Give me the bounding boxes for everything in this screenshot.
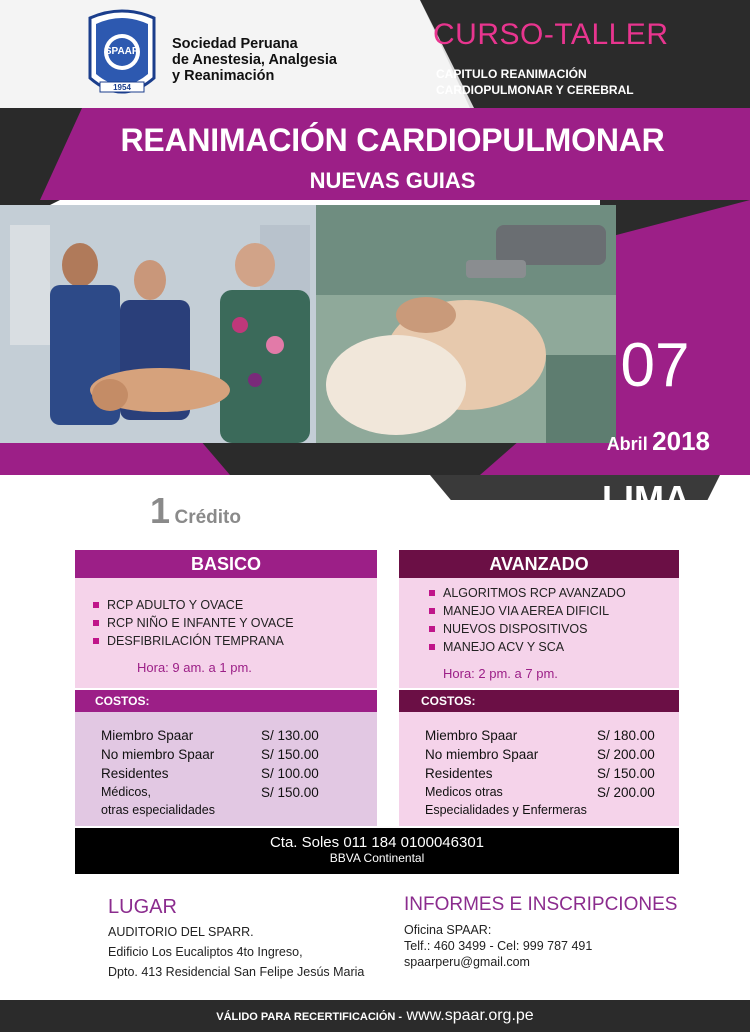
cpr-training-photo bbox=[0, 205, 316, 443]
lugar-address bbox=[108, 922, 364, 982]
basico-header: BASICO bbox=[75, 550, 377, 578]
list-item: ALGORITMOS RCP AVANZADO bbox=[429, 586, 626, 600]
cost-amount: S/ 130.00 bbox=[261, 728, 319, 743]
chapter-line2: CARDIOPULMONAR Y CEREBRAL bbox=[436, 83, 634, 97]
table-row bbox=[101, 783, 331, 802]
org-name-line3: y Reanimación bbox=[172, 68, 275, 84]
table-row bbox=[425, 783, 667, 802]
cost-label: Medicos otras bbox=[425, 785, 503, 799]
avanzado-costs-header: COSTOS: bbox=[399, 690, 679, 712]
cost-amount: S/ 150.00 bbox=[597, 766, 655, 781]
logo-year: 1954 bbox=[113, 83, 131, 92]
cost-note: Especialidades y Enfermeras bbox=[425, 803, 587, 817]
org-name-line1: Sociedad Peruana bbox=[172, 36, 298, 52]
cost-amount: S/ 200.00 bbox=[597, 747, 655, 762]
basico-costs bbox=[75, 712, 377, 826]
informes-line1: Oficina SPAAR: bbox=[404, 923, 492, 937]
lugar-title: LUGAR bbox=[108, 896, 177, 918]
event-month-year bbox=[560, 426, 710, 457]
table-row bbox=[425, 745, 667, 764]
bank-name: BBVA Continental bbox=[329, 851, 425, 865]
cost-label: Miembro Spaar bbox=[425, 728, 518, 743]
credit-label: Crédito bbox=[174, 507, 241, 528]
list-item: NUEVOS DISPOSITIVOS bbox=[429, 622, 626, 636]
informes-title: INFORMES E INSCRIPCIONES bbox=[404, 894, 678, 915]
lugar-line1: AUDITORIO DEL SPARR. bbox=[108, 925, 254, 939]
cost-amount: S/ 100.00 bbox=[261, 766, 319, 781]
avanzado-header: AVANZADO bbox=[399, 550, 679, 578]
chapter-line1: CAPITULO REANIMACIÓN bbox=[436, 67, 587, 81]
avanzado-hours: Hora: 2 pm. a 7 pm. bbox=[443, 666, 558, 681]
cost-label: Residentes bbox=[101, 766, 169, 781]
cost-label: No miembro Spaar bbox=[425, 747, 539, 762]
lugar-line3: Dpto. 413 Residencial San Felipe Jesús Maria bbox=[108, 965, 365, 979]
org-name-line2: de Anestesia, Analgesia bbox=[172, 52, 337, 68]
table-row bbox=[425, 726, 667, 745]
bank-bar bbox=[75, 828, 679, 874]
footer-valid-text: VÁLIDO PARA RECERTIFICACIÓN - bbox=[216, 1011, 403, 1023]
event-year: 2018 bbox=[652, 426, 710, 456]
cost-amount: S/ 150.00 bbox=[261, 785, 319, 800]
informes-email[interactable]: spaarperu@gmail.com bbox=[404, 955, 530, 969]
table-row bbox=[101, 745, 331, 764]
avanzado-topics bbox=[429, 586, 626, 658]
basico-hours: Hora: 9 am. a 1 pm. bbox=[137, 660, 252, 675]
org-name bbox=[172, 36, 337, 84]
intubation-photo bbox=[316, 205, 616, 443]
cost-label: No miembro Spaar bbox=[101, 747, 215, 762]
main-title: REANIMACIÓN CARDIOPULMONAR bbox=[120, 122, 665, 158]
cost-amount: S/ 150.00 bbox=[261, 747, 319, 762]
basico-costs-header: COSTOS: bbox=[75, 690, 377, 712]
table-row bbox=[425, 764, 667, 783]
spaar-logo bbox=[82, 8, 162, 104]
list-item: RCP ADULTO Y OVACE bbox=[93, 598, 294, 612]
cost-note: otras especialidades bbox=[101, 803, 215, 817]
event-city: LIMA bbox=[602, 478, 690, 519]
cost-amount: S/ 200.00 bbox=[597, 785, 655, 800]
avanzado-costs bbox=[399, 712, 679, 826]
list-item: MANEJO ACV Y SCA bbox=[429, 640, 626, 654]
course-type: CURSO-TALLER bbox=[433, 18, 669, 51]
basico-topics bbox=[93, 598, 294, 652]
footer-bar bbox=[0, 1000, 750, 1032]
cost-amount: S/ 180.00 bbox=[597, 728, 655, 743]
cost-label: Residentes bbox=[425, 766, 493, 781]
list-item: RCP NIÑO E INFANTE Y OVACE bbox=[93, 616, 294, 630]
basico-content bbox=[75, 578, 377, 688]
chapter-title bbox=[436, 66, 634, 98]
list-item: MANEJO VIA AEREA DIFICIL bbox=[429, 604, 626, 618]
table-row bbox=[101, 726, 331, 745]
lugar-line2: Edificio Los Eucaliptos 4to Ingreso, bbox=[108, 945, 303, 959]
cost-label: Médicos, bbox=[101, 785, 152, 799]
table-row bbox=[101, 764, 331, 783]
cost-label: Miembro Spaar bbox=[101, 728, 194, 743]
credit-info bbox=[150, 490, 241, 532]
list-item: DESFIBRILACIÓN TEMPRANA bbox=[93, 634, 294, 648]
event-day: 07 bbox=[620, 331, 690, 400]
informes-contact bbox=[404, 922, 592, 970]
logo-text: SPAAR bbox=[104, 46, 140, 57]
credit-number: 1 bbox=[150, 490, 171, 531]
event-month: Abril bbox=[606, 434, 648, 454]
bank-account: Cta. Soles 011 184 0100046301 bbox=[269, 834, 485, 851]
sub-title: NUEVAS GUIAS bbox=[309, 168, 476, 193]
avanzado-content bbox=[399, 578, 679, 688]
informes-phone: Telf.: 460 3499 - Cel: 999 787 491 bbox=[404, 939, 593, 953]
footer-website[interactable]: www.spaar.org.pe bbox=[406, 1007, 534, 1024]
